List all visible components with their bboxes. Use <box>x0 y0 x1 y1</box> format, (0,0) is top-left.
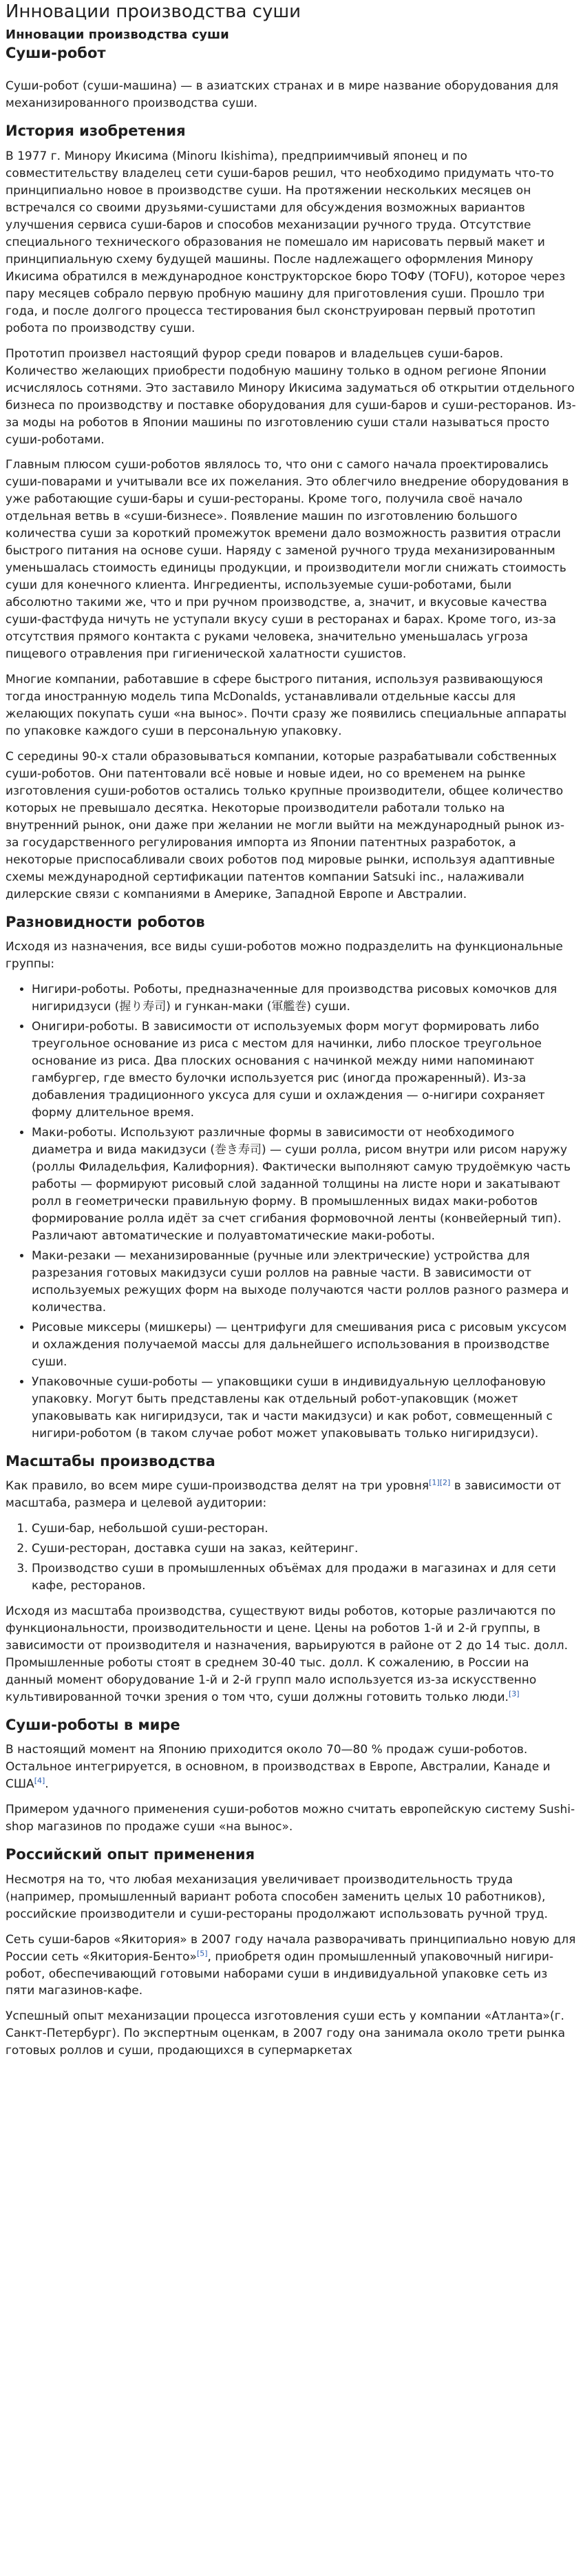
world-paragraph-2: Примером удачного применения суши-роботов можно считать европейскую систему Sushi-shop магазинов по продаже суши «на вынос». <box>6 1803 575 1834</box>
section-heading-history: История изобретения <box>6 123 186 140</box>
types-list <box>6 981 577 1443</box>
scale-paragraph-2 <box>6 1603 577 1706</box>
list-item: 3. Производство суши в промышленных объёмах для продажи в магазинах и для сети кафе, ресторанов. <box>32 1560 577 1595</box>
world-paragraph-1 <box>6 1741 577 1793</box>
list-item: • Маки-роботы. Используют различные формы в зависимости от необходимого диаметра и вида макидзуси (巻き寿司) — суши ролла, рисом внутри или рисом наружу (роллы Филадельфия, Калифорния). Фактически выполняют самую трудоёмкую часть работы — формируют рисовый слой заданной толщины на листе нори и закатывают ролл в геометрически правильную форму. В промышленных видах маки-роботов формирование ролла идёт за счет сгибания формовочной ленты (конвейерный тип). Различают автоматические и полуавтоматические маки-роботы. <box>32 1124 577 1245</box>
list-item: 1. Суши-бар, небольшой суши-ресторан. <box>32 1520 577 1538</box>
reference-link[interactable]: [1][2] <box>429 1478 451 1487</box>
history-paragraph-2: Прототип произвел настоящий фурор среди поваров и владельцев суши-баров. Количество желающих приобрести подобную машину только в одном регионе Японии исчислялось сотнями. Это заставило Минору Икисима задуматься об открытии отдельного бизнеса по производству и поставке оборудования для суши-баров и суши-ресторанов. Из-за моды на роботов в Японии машины по изготовлению суши стали называться просто суши-роботами. <box>6 346 576 447</box>
world-paragraph-text: В настоящий момент на Японию приходится около 70—80 % продаж суши-роботов. Остальное интегрируется, в основном, в производствах в Европе, Австралии, Канаде и США <box>6 1743 551 1792</box>
scale-intro-text-end: в зависимости от масштаба, размера и целевой аудитории: <box>6 1479 562 1511</box>
intro-paragraph: Суши-робот (суши-машина) — в азиатских странах и в мире название оборудования для механизированного производства суши. <box>6 79 559 111</box>
section-heading-types: Разновидности роботов <box>6 914 205 931</box>
list-item: 2. Суши-ресторан, доставка суши на заказ, кейтеринг. <box>32 1540 577 1558</box>
section-heading-russia: Российский опыт применения <box>6 1846 255 1863</box>
reference-link[interactable]: [4] <box>34 1776 45 1786</box>
scale-intro-text: Как правило, во всем мире суши-производства делят на три уровня <box>6 1479 430 1494</box>
reference-link[interactable]: [5] <box>196 1948 208 1958</box>
russia-paragraph-3: Успешный опыт механизации процесса изготовления суши есть у компании «Атланта»(г. Санкт-Петербург). По экспертным оценкам, в 2007 году она занимала около трети рынка готовых роллов и суши, продающихся в супермаркетах <box>6 2009 566 2058</box>
article-title: Инновации производства суши <box>6 28 229 43</box>
history-paragraph-1: В 1977 г. Минору Икисима (Minoru Ikishima), предприимчивый японец и по совместительству владелец сети суши-баров решил, что необходимо придумать что-то принципиально новое в производстве суши. На протяжении нескольких месяцев он встречался со своими друзьями-сушистами для обсуждения возможных вариантов улучшения сервиса суши-баров и способов механизации ручного труда. Отсутствие специального технического образования не помешало им нарисовать первый макет и принципиальную схему будущей машины. После надлежащего оформления Минору Икисима обратился в международное конструкторское бюро ТОФУ (TOFU), которое через пару месяцев собрало первую пробную машину для приготовления суши. Прошло три года, и после долгого процесса тестирования был сконструирован первый прототип робота по производству суши. <box>6 149 566 335</box>
russia-paragraph-text-end: , приобретя один промышленный упаковочный нигири-робот, обеспечивающий готовыми наборами суши в индивидуальной упаковке сеть из пяти магазинов-кафе. <box>6 1949 554 1998</box>
section-heading-world: Суши-роботы в мире <box>6 1717 180 1734</box>
history-paragraph-4: Многие компании, работавшие в сфере быстрого питания, используя развивающуюся тогда иностранную модель типа McDonalds, устанавливали отдельные кассы для желающих покупать суши «на вынос». Почти сразу же появились специальные аппараты по упаковке каждого суши в персональную упаковку. <box>6 673 567 739</box>
reference-link[interactable]: [3] <box>508 1689 520 1699</box>
russia-paragraph-text: Сеть суши-баров «Якитория» в 2007 году начала разворачивать принципиально новую для России сеть «Якитория-Бенто» <box>6 1932 576 1964</box>
list-item: • Рисовые миксеры (мишкеры) — центрифуги для смешивания риса с рисовым уксусом и охлаждения получаемой массы для дальнейшего использования в производстве суши. <box>32 1319 577 1371</box>
scale-paragraph-text: Исходя из масштаба производства, существуют виды роботов, которые различаются по функциональности, производительности и цене. Цены на роботов 1-й и 2-й группы, в зависимости от производителя и назначения, варьируются в районе от 2 до 14 тыс. долл. Промышленные роботы стоят в среднем 30-40 тыс. долл. К сожалению, в России на данный момент оборудование 1-й и 2-й групп мало используется из-за искусственно культивированной точки зрения о том что, суши должны готовить только люди. <box>6 1604 568 1705</box>
history-paragraph-3: Главным плюсом суши-роботов являлось то, что они с самого начала проектировались суши-поварами и учитывали все их пожелания. Это облегчило внедрение оборудования в уже работающие суши-бары и суши-рестораны. Кроме того, получила своё начало отдельная ветвь в «суши-бизнесе». Появление машин по изготовлению большого количества суши за короткий промежуток времени дало возможность развития отрасли быстрого питания на основе суши. Наряду с заменой ручного труда механизированным уменьшалась стоимость единицы продукции, и производители могли снижать стоимость суши для конечного клиента. Ингредиенты, используемые суши-роботами, были абсолютно такими же, что и при ручном производстве, а, значит, и вкусовые качества суши-фастфуда ничуть не уступали вкусу суши в ресторанах и барах. Кроме того, из-за отсутствия прямого контакта с руками человека, значительно уменьшалась угроза пищевого отравления при гигиенической халатности сушистов. <box>6 458 569 662</box>
article-subtitle: Суши-робот <box>6 45 106 62</box>
list-item: • Маки-резаки — механизированные (ручные или электрические) устройства для разрезания готовых макидзуси суши роллов на равные части. В зависимости от используемых режущих форм на выходе получаются части роллов разного размера и количества. <box>32 1248 577 1317</box>
site-title: Инновации производства суши <box>6 1 301 22</box>
list-item: • Онигири-роботы. В зависимости от используемых форм могут формировать либо треугольное основание из риса с местом для начинки, либо плоское треугольное основание из риса. Два плоских основания с начинкой между ними напоминают гамбургер, где вместо булочки используется рис (иногда прожаренный). Из-за добавления традиционного уксуса для суши и охлаждения — о-нигири сохраняет форму длительное время. <box>32 1018 577 1122</box>
list-item: • Упаковочные суши-роботы — упаковщики суши в индивидуальную целлофановую упаковку. Могут быть представлены как отдельный робот-упаковщик (может упаковывать как нигиридзуси, так и части макидзуси) и как робот, совмещенный с нигири-роботом (в таком случае робот может упаковывать только нигиридзуси). <box>32 1374 577 1443</box>
list-item: • Нигири-роботы. Роботы, предназначенные для производства рисовых комочков для нигиридзуси (握り寿司) и гункан-маки (軍艦巻) суши. <box>32 981 577 1016</box>
history-paragraph-5: С середины 90-х стали образовываться компании, которые разрабатывали собственных суши-роботов. Они патентовали всё новые и новые идеи, но со временем на рынке изготовления суши-роботов остались только крупные производители, общее количество которых не превышало десятка. Некоторые производители работали только на внутренний рынок, они даже при желании не могли выйти на международный рынок из-за государственного регулирования импорта из Японии патентных разработок, а некоторые приспосабливали своих роботов под мировые рынки, используя адаптивные схемы международной сертификации патентов компании Satsuki inc., налаживали дилерские связи с компаниями в Америке, Западной Европе и Австралии. <box>6 750 564 902</box>
scale-intro <box>6 1478 577 1512</box>
section-heading-scale: Масштабы производства <box>6 1452 215 1469</box>
types-intro: Исходя из назначения, все виды суши-роботов можно подразделить на функциональные группы: <box>6 940 563 972</box>
russia-paragraph-2 <box>6 1931 577 2000</box>
world-paragraph-text-end: . <box>45 1777 49 1792</box>
russia-paragraph-1: Несмотря на то, что любая механизация увеличивает производительность труда (например, промышленный вариант робота способен заменить целых 10 работников), российские производители и суши-рестораны продолжают использовать ручной труд. <box>6 1872 548 1921</box>
scale-list <box>6 1520 577 1595</box>
